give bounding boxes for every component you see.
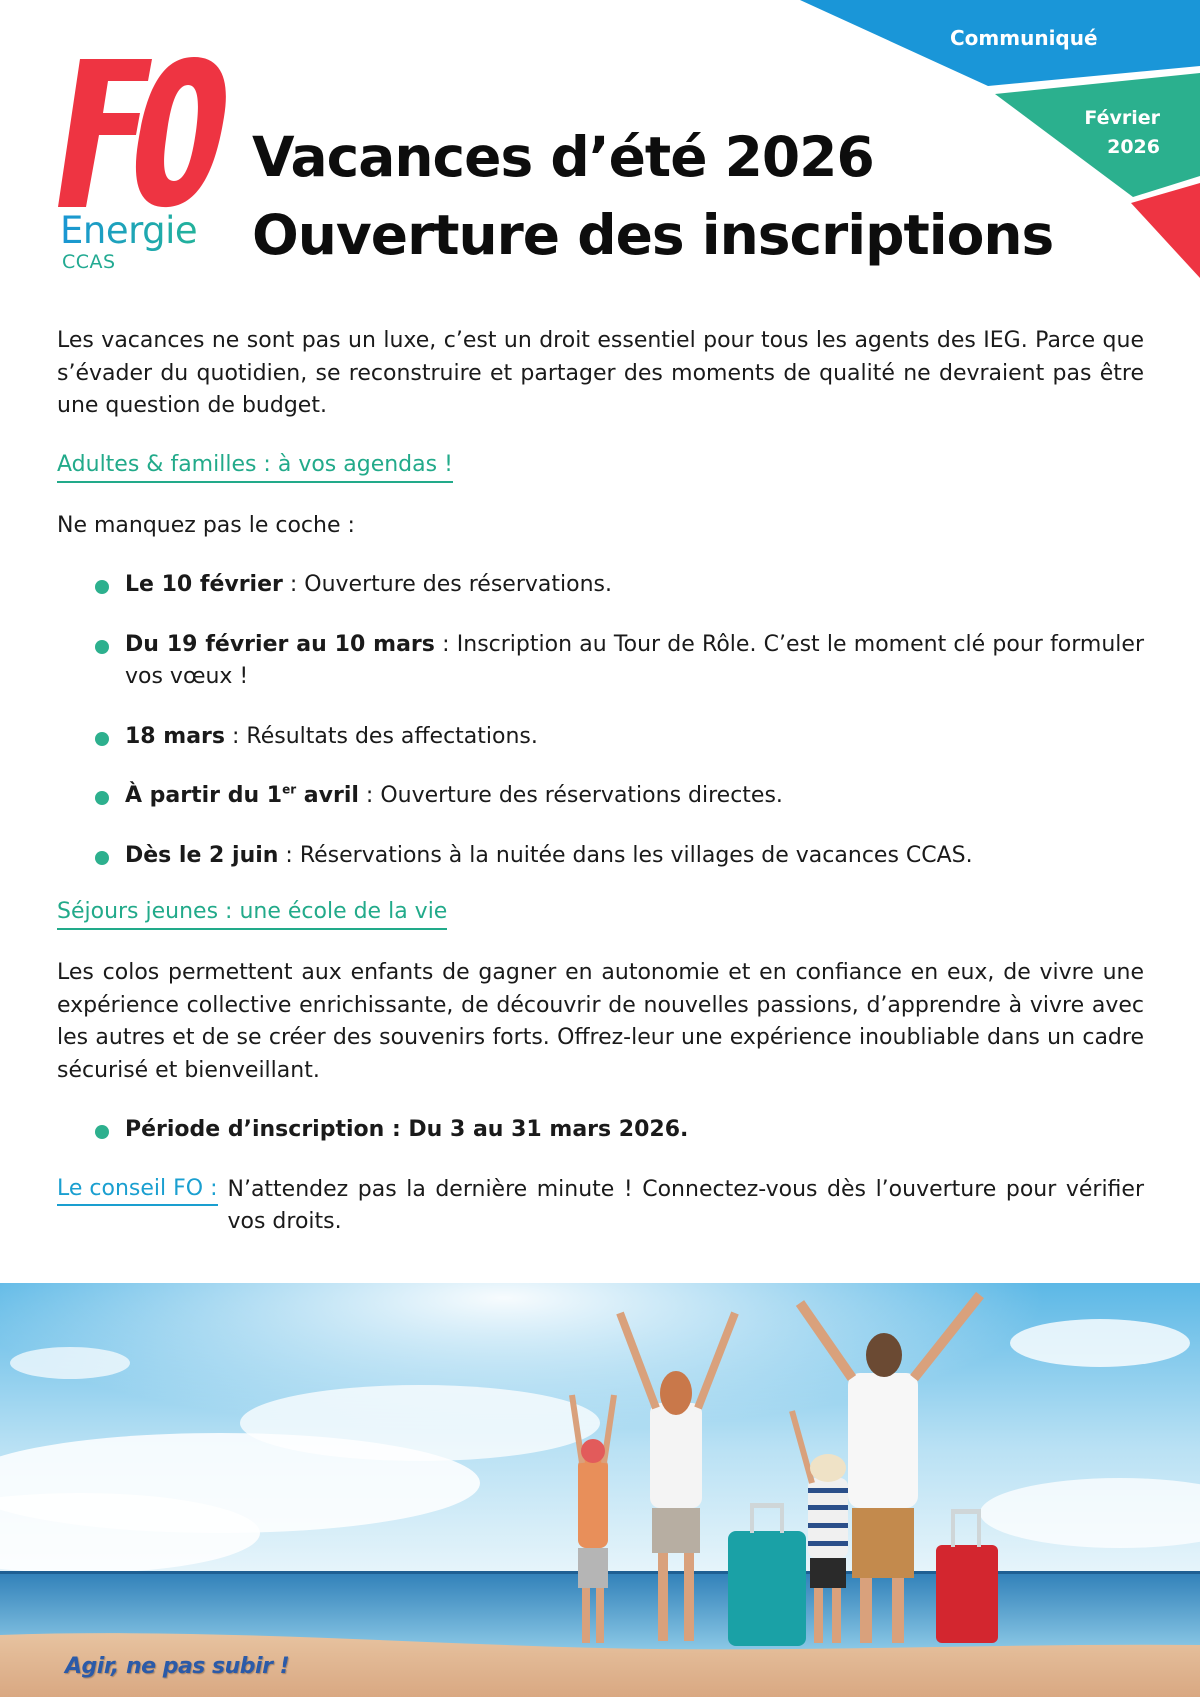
list-item	[95, 840, 1144, 873]
youth-dates-list	[95, 1114, 1144, 1147]
section-heading-adults: Adultes & familles : à vos agendas !	[57, 450, 453, 483]
slogan-text: Agir, ne pas subir !	[65, 1654, 290, 1679]
adults-dates-list	[95, 569, 1144, 872]
logo-ccas-text: CCAS	[62, 251, 116, 273]
list-item-text: : Résultats des affectations.	[225, 723, 538, 749]
list-item-date: Période d’inscription : Du 3 au 31 mars 2026.	[125, 1117, 689, 1142]
bullet-dot-icon	[95, 791, 109, 805]
date-badge-year: 2026	[1107, 136, 1160, 158]
main-content	[57, 325, 1144, 1239]
list-item-date	[125, 783, 359, 808]
document-type-badge: Communiqué	[950, 26, 1098, 50]
date-badge	[1084, 104, 1160, 162]
page-title	[252, 118, 1053, 274]
list-item	[95, 1114, 1144, 1147]
bullet-dot-icon	[95, 580, 109, 594]
list-item-date: Du 19 février au 10 mars	[125, 631, 435, 657]
list-item	[95, 569, 1144, 602]
beach-scene-illustration	[0, 1283, 1200, 1697]
list-item-text: : Inscription au Tour de Rôle. C’est le moment clé pour formuler vos vœux !	[125, 631, 1144, 689]
list-item-date: 18 mars	[125, 723, 225, 749]
red-banner-shape	[1131, 183, 1200, 278]
bullet-dot-icon	[95, 851, 109, 865]
fo-advice-block	[57, 1174, 1144, 1239]
list-item-text: : Ouverture des réservations.	[282, 572, 612, 597]
list-item-date: Le 10 février	[125, 572, 283, 597]
fo-logo-mark-icon	[52, 55, 227, 211]
date-suffix: avril	[296, 783, 359, 808]
section-heading-youth: Séjours jeunes : une école de la vie	[57, 897, 447, 930]
bullet-dot-icon	[95, 640, 109, 654]
list-item-text: : Réservations à la nuitée dans les villages de vacances CCAS.	[278, 842, 973, 868]
youth-paragraph: Les colos permettent aux enfants de gagner en autonomie et en confiance en eux, de vivre une expérience collective enrichissante, de découvrir de nouvelles passions, d’apprendre à vivre avec les autres et de se créer des souvenirs forts. Offrez-leur une expérience inoubliable dans un cadre sécurisé et bienveillant.	[57, 960, 1144, 1083]
date-badge-month: Février	[1084, 107, 1160, 129]
logo-energie-text: Energie	[60, 209, 198, 252]
fo-advice-text: N’attendez pas la dernière minute ! Connectez-vous dès l’ouverture pour vérifier vos droits.	[227, 1176, 1144, 1234]
date-superscript: er	[282, 782, 297, 797]
list-item-date: Dès le 2 juin	[125, 842, 279, 868]
list-item	[95, 721, 1144, 754]
bullet-dot-icon	[95, 732, 109, 746]
title-line-2: Ouverture des inscriptions	[252, 203, 1054, 267]
fo-energie-logo	[52, 55, 227, 280]
intro-paragraph: Les vacances ne sont pas un luxe, c’est un droit essentiel pour tous les agents des IEG. Parce que s’évader du quotidien, se reconstruire et partager des moments de qualité ne devraient pas être une question de budget.	[57, 328, 1144, 418]
title-line-1: Vacances d’été 2026	[252, 125, 874, 189]
adults-lead-text: Ne manquez pas le coche :	[57, 512, 355, 538]
beach-family-photo	[0, 1283, 1200, 1697]
list-item	[95, 780, 1144, 813]
bullet-dot-icon	[95, 1125, 109, 1139]
list-item	[95, 629, 1144, 694]
date-prefix: À partir du 1	[125, 783, 283, 808]
list-item-text: : Ouverture des réservations directes.	[358, 783, 783, 808]
fo-advice-label: Le conseil FO :	[57, 1174, 218, 1206]
